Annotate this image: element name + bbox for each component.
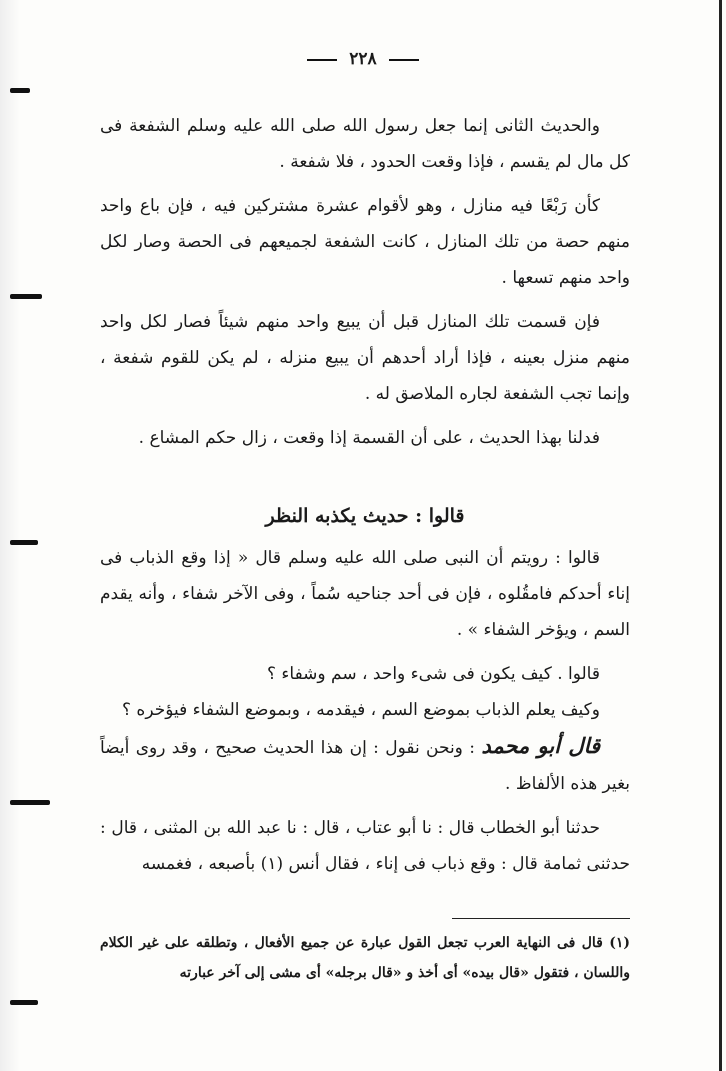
page-left-shadow (0, 0, 20, 1071)
section-heading: قالوا : حديث يكذبه النظر (265, 505, 465, 527)
paragraph: وكيف يعلم الذباب بموضع السم ، فيقدمه ، وبموضع الشفاء فيؤخره ؟ (121, 700, 600, 720)
margin-mark (10, 294, 42, 299)
paragraph: والحديث الثانى إنما جعل رسول الله صلى الله عليه وسلم الشفعة فى كل مال لم يقسم ، فإذا وقعت الحدود ، فلا شفعة . (100, 116, 630, 172)
margin-mark (10, 88, 30, 93)
paragraph: فإن قسمت تلك المنازل قبل أن يبيع واحد منهم شيئاً فصار لكل واحد منهم منزل بعينه ، فإذا أراد أحدهم أن يبيع منزله ، لم يكن للقوم شفعة ، وإنما تجب الشفعة لجاره الملاصق له . (100, 312, 630, 404)
footnote: (١) قال فى النهاية العرب تجعل القول عبارة عن جميع الأفعال ، وتطلقه على غير الكلام واللسان ، فتقول «قال بيده» أى أخذ و «قال برجله» أى مشى إلى آخر عبارته (100, 935, 630, 981)
footnote-rule (452, 918, 630, 919)
paragraph: قالوا . كيف يكون فى شىء واحد ، سم وشفاء ؟ (266, 664, 600, 684)
speaker-paragraph (100, 728, 630, 802)
speaker-text: : ونحن نقول : إن هذا الحديث صحيح ، وقد روى أيضاً بغير هذه الألفاظ . (100, 738, 630, 794)
margin-mark (10, 540, 38, 545)
page-number: ٢٢٨ (349, 49, 377, 69)
paragraph: حدثنا أبو الخطاب قال : نا أبو عتاب ، قال : نا عبد الله بن المثنى ، قال : حدثنى ثمامة قال : وقع ذباب فى إناء ، فقال أنس (١) بأصبعه ، فغمسه (100, 818, 630, 874)
header-dash (389, 59, 419, 61)
page-right-edge (719, 0, 722, 1071)
header-dash (307, 59, 337, 61)
section-heading-block (100, 498, 630, 534)
margin-mark (10, 1000, 38, 1005)
paragraph: كأن رَبْعًا فيه منازل ، وهو لأقوام عشرة مشتركين فيه ، فإن باع واحد منهم حصة من تلك المنازل ، كانت الشفعة لجميعهم فى الحصة وصار لكل واحد منهم تسعها . (100, 196, 630, 288)
body-block-1 (100, 108, 630, 456)
paragraph: فدلنا بهذا الحديث ، على أن القسمة إذا وقعت ، زال حكم المشاع . (138, 428, 600, 448)
speaker-name: قال أبو محمد (481, 733, 601, 758)
page-header (0, 49, 726, 69)
paragraph: قالوا : رويتم أن النبى صلى الله عليه وسلم قال « إذا وقع الذباب فى إناء أحدكم فامقُلوه ، فإن فى أحد جناحيه سُماً ، وفى الآخر شفاء ، وأنه يقدم السم ، ويؤخر الشفاء » . (100, 548, 630, 640)
body-block-2 (100, 540, 630, 882)
margin-mark (10, 800, 50, 805)
